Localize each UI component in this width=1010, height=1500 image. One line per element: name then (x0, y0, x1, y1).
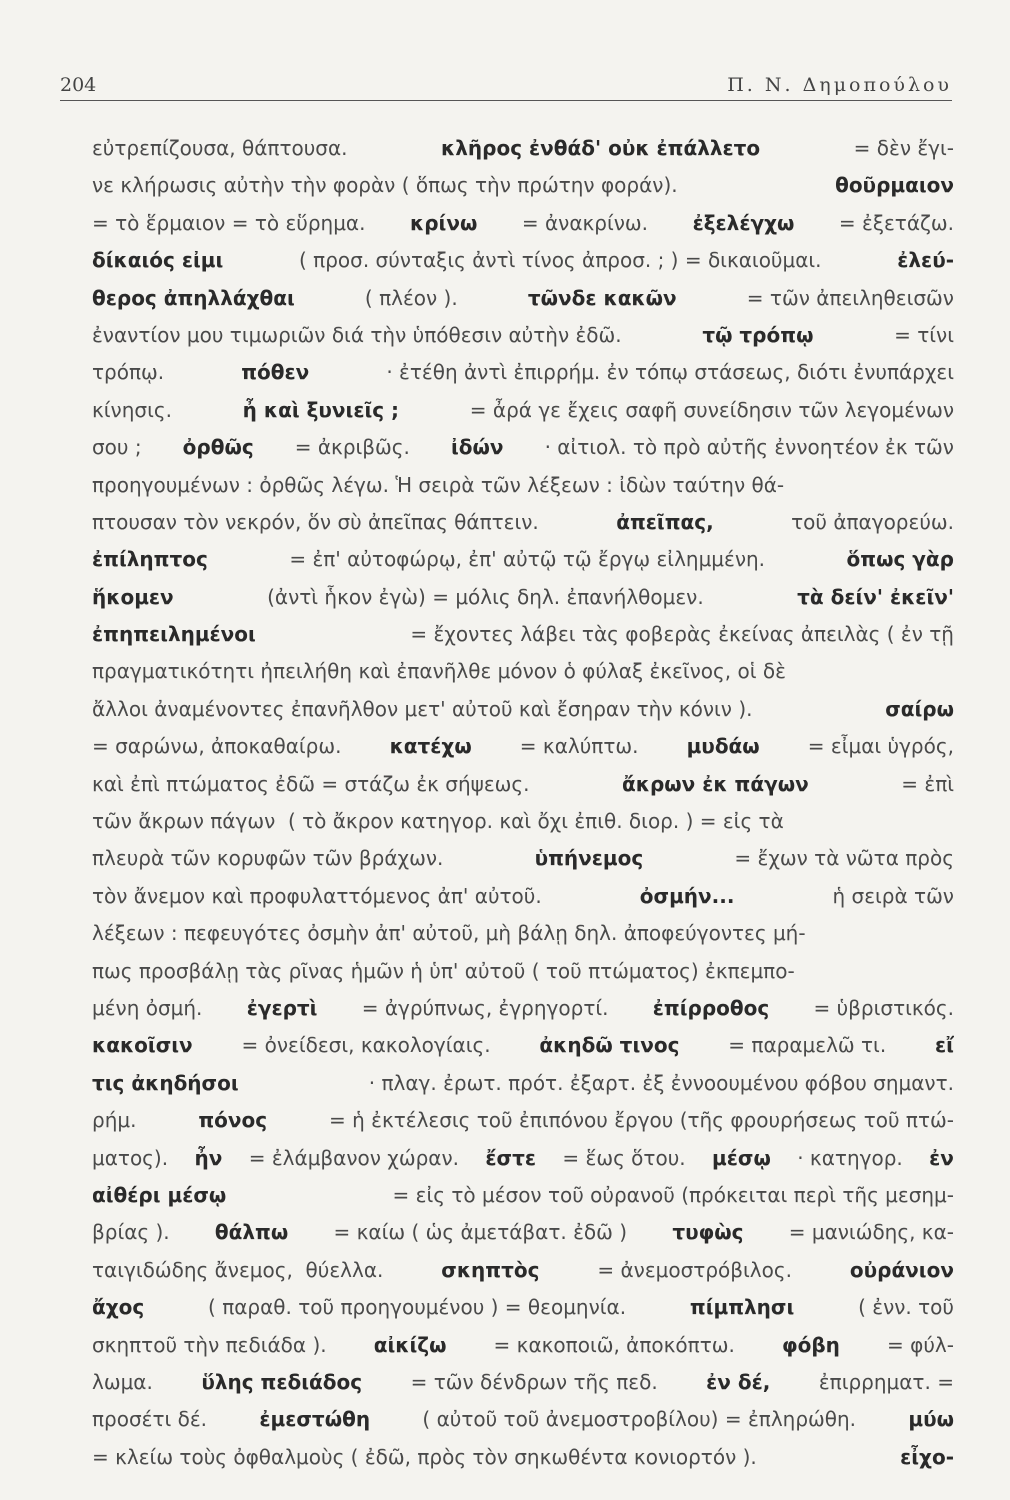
gloss-text: (ἀντὶ ἧκον ἐγὼ) = μόλις δηλ. ἐπανήλθομεν. (260, 584, 711, 609)
gloss-text: = τῶν ἀπειληθεισῶν (740, 285, 954, 310)
gloss-text: ( παραθ. τοῦ προηγουμένου ) = θεομηνία. (201, 1295, 633, 1320)
text-line (92, 878, 954, 915)
gloss-text: · κατηγορ. (790, 1145, 910, 1170)
text-line (92, 1252, 954, 1289)
gloss-text: ἐπιρρηματ. = (812, 1369, 954, 1394)
lemma-term: ἐλεύ- (897, 248, 954, 273)
gloss-text: τῶν ἄκρων πάγων ( τὸ ἄκρον κατηγορ. καὶ ὄχι ἐπιθ. διορ. ) = εἰς τὰ (92, 809, 784, 834)
text-line (92, 1140, 954, 1177)
text-line (92, 1214, 954, 1251)
text-line (92, 840, 954, 877)
gloss-text: σου ; (92, 435, 148, 460)
lemma-term: τις ἀκηδήσοι (92, 1070, 239, 1095)
gloss-text: = σαρώνω, ἀποκαθαίρω. (92, 734, 348, 759)
author-name: Π. Ν. Δημοπούλου (727, 74, 952, 96)
text-line (92, 1027, 954, 1064)
text-line (92, 1401, 954, 1438)
gloss-text: ἄλλοι ἀναμένοντες ἐπανῆλθον μετ' αὐτοῦ καὶ ἔσηραν τὴν κόνιν ). (92, 696, 759, 721)
text-line (92, 915, 954, 952)
lemma-term: εἴ (935, 1033, 954, 1058)
lemma-term: σκηπτὸς (441, 1257, 540, 1282)
gloss-text: = εἶμαι ὑγρός, (801, 734, 954, 759)
text-line (92, 205, 954, 242)
gloss-text: = ἔχων τὰ νῶτα πρὸς (728, 846, 954, 871)
gloss-text: ( πλέον ). (358, 285, 465, 310)
gloss-text: πτουσαν τὸν νεκρόν, ὅν σὺ ἀπεῖπας θάπτειν. (92, 509, 546, 534)
lemma-term: ὀρθῶς (182, 435, 254, 460)
lemma-term: τῷ τρόπῳ (702, 322, 814, 347)
text-line (92, 1327, 954, 1364)
lemma-term: πόθεν (241, 360, 310, 385)
gloss-text: τοῦ ἀπαγορεύω. (784, 509, 954, 534)
gloss-text: = μανιώδης, κα- (782, 1220, 954, 1245)
text-line (92, 242, 954, 279)
text-line (92, 130, 954, 167)
lemma-term: ἐπηπειλημένοι (92, 622, 256, 647)
gloss-text: = ἐπὶ (894, 771, 954, 796)
text-line (92, 167, 954, 204)
text-line (92, 1102, 954, 1139)
text-line (92, 803, 954, 840)
lemma-term: τῶνδε κακῶν (527, 285, 677, 310)
lemma-term: ἐν (929, 1145, 954, 1170)
gloss-text: = ἔχοντες λάβει τὰς φοβερὰς ἐκείνας ἀπειλὰς ( ἐν τῇ (404, 622, 954, 647)
gloss-text: ἐναντίον μου τιμωριῶν διά τὴν ὑπόθεσιν αὐτὴν ἐδῶ. (92, 322, 628, 347)
text-line (92, 691, 954, 728)
gloss-text: βρίας ). (92, 1220, 177, 1245)
gloss-text: ταιγιδώδης ἄνεμος, θύελλα. (92, 1257, 390, 1282)
gloss-text: = κλείω τοὺς ὀφθαλμοὺς ( ἐδῶ, πρὸς τὸν σηκωθέντα κονιορτόν ). (92, 1444, 764, 1469)
lemma-term: τυφὼς (672, 1220, 744, 1245)
text-line (92, 1177, 954, 1214)
gloss-text: = ἕως ὅτου. (556, 1145, 692, 1170)
text-line (92, 990, 954, 1027)
lemma-term: ἦ καὶ ξυνιεῖς ; (242, 397, 400, 422)
text-line (92, 392, 954, 429)
lemma-term: ἦν (194, 1145, 223, 1170)
gloss-text: πλευρὰ τῶν κορυφῶν τῶν βράχων. (92, 846, 450, 871)
lemma-term: ἐξελέγχω (692, 210, 795, 235)
gloss-text: ἡ σειρὰ τῶν (826, 883, 954, 908)
lemma-term: κατέχω (389, 734, 472, 759)
lemma-term: κρίνω (410, 210, 478, 235)
gloss-text: = ὑβριστικός. (807, 995, 954, 1020)
gloss-text: ( προσ. σύνταξις ἀντὶ τίνος ἀπροσ. ; ) = δικαιοῦμαι. (292, 248, 828, 273)
gloss-text: κίνησις. (92, 397, 179, 422)
running-head (60, 62, 952, 101)
lemma-term: ἀκηδῶ τινος (539, 1033, 680, 1058)
lemma-term: ἄχος (92, 1295, 145, 1320)
lemma-term: θάλπω (214, 1220, 289, 1245)
lemma-term: ἐπίρροθος (652, 995, 770, 1020)
lemma-term: ἄκρων ἐκ πάγων (622, 771, 809, 796)
gloss-text: ( αὐτοῦ τοῦ ἀνεμοστροβίλου) = ἐπληρώθη. (416, 1407, 863, 1432)
gloss-text: · αἰτιολ. τὸ πρὸ αὐτῆς ἐννοητέον ἐκ τῶν (538, 435, 954, 460)
gloss-text: = τῶν δένδρων τῆς πεδ. (404, 1369, 665, 1394)
lemma-term: ἐν δέ, (706, 1369, 771, 1394)
gloss-text: = ὀνείδεσι, κακολογίαις. (235, 1033, 497, 1058)
text-line (92, 429, 954, 466)
lemma-term: θοῦρμαιον (835, 173, 954, 198)
lemma-term: μυδάω (686, 734, 760, 759)
lemma-term: ἰδών (450, 435, 504, 460)
lemma-term: κλῆρος ἐνθάδ' οὐκ ἐπάλλετο (441, 136, 761, 160)
lemma-term: δίκαιός εἰμι (92, 248, 224, 273)
gloss-text: · πλαγ. ἐρωτ. πρότ. ἐξαρτ. ἐξ ἐννοουμένου φόβου σημαντ. (362, 1070, 954, 1095)
gloss-text: = καίω ( ὡς ἀμετάβατ. ἐδῶ ) (327, 1220, 634, 1245)
text-line (92, 653, 954, 690)
text-line (92, 1364, 954, 1401)
lemma-term: τὰ δείν' ἐκεῖν' (797, 584, 954, 609)
gloss-text: πως προσβάλῃ τὰς ρῖνας ἡμῶν ἡ ὑπ' αὐτοῦ ( τοῦ πτώματος) ἐκπεμπο- (92, 958, 795, 983)
text-line (92, 504, 954, 541)
lemma-term: ἔστε (485, 1145, 537, 1170)
text-line (92, 1289, 954, 1326)
gloss-text: προσέτι δέ. (92, 1407, 214, 1432)
text-line (92, 541, 954, 578)
lemma-term: αἰκίζω (373, 1332, 447, 1357)
gloss-text: = ἀκριβῶς. (288, 435, 417, 460)
text-line (92, 467, 954, 504)
gloss-text: = εἰς τὸ μέσον τοῦ οὐρανοῦ (πρόκειται περὶ τῆς μεσημ- (386, 1182, 954, 1207)
lemma-term: κακοῖσιν (92, 1033, 193, 1058)
text-line (92, 579, 954, 616)
gloss-text: λέξεων : πεφευγότες ὀσμὴν ἀπ' αὐτοῦ, μὴ βάλῃ δηλ. ἀποφεύγοντες μή- (92, 921, 806, 946)
lemma-term: ὕλης πεδιάδος (201, 1369, 363, 1394)
page-number: 204 (60, 74, 97, 96)
lemma-term: φόβη (781, 1332, 840, 1357)
gloss-text: = καλύπτω. (513, 734, 645, 759)
lemma-term: οὐράνιον (849, 1257, 954, 1282)
gloss-text: = ἀνακρίνω. (515, 210, 655, 235)
text-line (92, 280, 954, 317)
lemma-term: ὑπήνεμος (534, 846, 644, 871)
gloss-text: = τίνι (887, 322, 954, 347)
gloss-text: τρόπῳ. (92, 360, 171, 385)
gloss-text: προηγουμένων : ὀρθῶς λέγω. Ἡ σειρὰ τῶν λέξεων : ἰδὼν ταύτην θά- (92, 472, 785, 497)
gloss-text: · ἐτέθη ἀντὶ ἐπιρρήμ. ἐν τόπῳ στάσεως, διότι ἐνυπάρχει (379, 360, 954, 385)
lemma-term: ἐμεστώθη (259, 1407, 371, 1432)
lemma-term: αἰθέρι μέσῳ (92, 1182, 227, 1207)
lemma-term: ἥκομεν (92, 584, 174, 609)
gloss-text: ( ἐνν. τοῦ (851, 1295, 954, 1320)
gloss-text: = ἀνεμοστρόβιλος. (591, 1257, 799, 1282)
gloss-text: = δὲν ἔγι- (847, 136, 954, 160)
lemma-term: μέσῳ (712, 1145, 771, 1170)
lemma-term: πόνος (198, 1108, 268, 1133)
gloss-text: μένη ὀσμή. (92, 995, 209, 1020)
text-line (92, 953, 954, 990)
gloss-text: νε κλήρωσις αὐτὴν τὴν φορὰν ( ὅπως τὴν πρώτην φοράν). (92, 173, 684, 198)
gloss-text: ρήμ. (92, 1108, 143, 1133)
gloss-text: λωμα. (92, 1369, 160, 1394)
gloss-text: σκηπτοῦ τὴν πεδιάδα ). (92, 1332, 333, 1357)
gloss-text: = ἡ ἐκτέλεσις τοῦ ἐπιπόνου ἔργου (τῆς φρουρήσεως τοῦ πτώ- (322, 1108, 954, 1133)
gloss-text: = ἆρά γε ἔχεις σαφῆ συνείδησιν τῶν λεγομένων (463, 397, 954, 422)
commentary-text (92, 130, 954, 1476)
lemma-term: σαίρω (885, 696, 954, 721)
text-line (92, 1439, 954, 1476)
gloss-text: = παραμελῶ τι. (721, 1033, 893, 1058)
gloss-text: = φύλ- (880, 1332, 954, 1357)
text-line (92, 1065, 954, 1102)
gloss-text: = τὸ ἕρμαιον = τὸ εὕρημα. (92, 210, 372, 235)
gloss-text: = κακοποιῶ, ἀποκόπτω. (487, 1332, 742, 1357)
lemma-term: ἐγερτὶ (246, 995, 318, 1020)
lemma-term: πίμπλησι (689, 1295, 795, 1320)
text-line (92, 317, 954, 354)
text-line (92, 728, 954, 765)
lemma-term: εἶχο- (900, 1444, 954, 1469)
lemma-term: ὅπως γὰρ (846, 547, 954, 572)
lemma-term: ἐπίληπτος (92, 547, 208, 572)
gloss-text: πραγματικότητι ἠπειλήθη καὶ ἐπανῆλθε μόνον ὁ φύλαξ ἐκεῖνος, οἱ δὲ (92, 659, 786, 684)
gloss-text: = ἀγρύπνως, ἐγρηγορτί. (355, 995, 615, 1020)
lemma-term: μύω (908, 1407, 954, 1432)
text-line (92, 766, 954, 803)
lemma-term: ὀσμήν... (639, 883, 735, 908)
gloss-text: = ἐλάμβανον χώραν. (242, 1145, 466, 1170)
gloss-text: τὸν ἄνεμον καὶ προφυλαττόμενος ἀπ' αὐτοῦ. (92, 883, 549, 908)
gloss-text: εὐτρεπίζουσα, θάπτουσα. (92, 136, 354, 160)
gloss-text: = ἐπ' αὐτοφώρῳ, ἐπ' αὐτῷ τῷ ἔργῳ εἰλημμένη. (282, 547, 772, 572)
lemma-term: ἀπεῖπας, (616, 509, 714, 534)
text-line (92, 616, 954, 653)
gloss-text: καὶ ἐπὶ πτώματος ἐδῶ = στάζω ἐκ σήψεως. (92, 771, 536, 796)
lemma-term: θερος ἀπηλλάχθαι (92, 285, 295, 310)
gloss-text: ματος). (92, 1145, 175, 1170)
text-line (92, 354, 954, 391)
gloss-text: = ἐξετάζω. (832, 210, 954, 235)
